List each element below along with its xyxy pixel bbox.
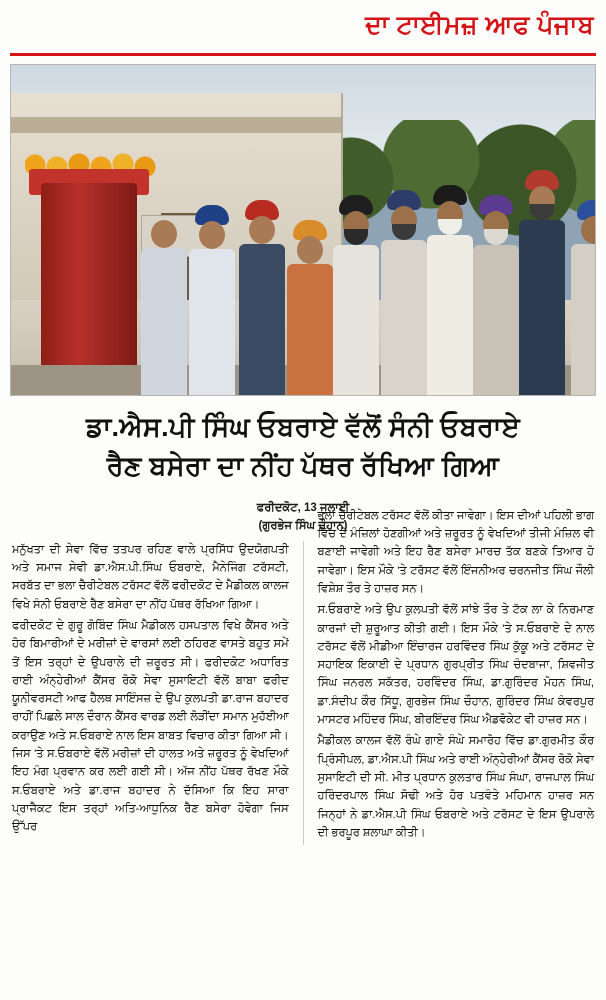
article-column-right [318, 507, 595, 845]
headline [12, 408, 594, 486]
article-body [12, 509, 594, 845]
news-photo [10, 64, 596, 396]
photo-person [427, 185, 473, 395]
photo-person [571, 200, 596, 395]
masthead-divider [10, 53, 596, 56]
headline-line-1: ਡਾ.ਐਸ.ਪੀ ਸਿੰਘ ਓਬਰਾਏ ਵੱਲੋਂ ਸੰਨੀ ਓਬਰਾਏ [85, 412, 521, 442]
paragraph: ਫਰੀਦਕੋਟ ਦੇ ਗੁਰੂ ਗੋਬਿੰਦ ਸਿੰਘ ਮੈਡੀਕਲ ਹਸਪਤਾਲ ਵਿਖੇ ਕੈਂਸਰ ਅਤੇ ਹੋਰ ਬਿਮਾਰੀਆਂ ਦੇ ਮਰੀਜ਼ਾਂ ਦੇ ਵਾਰਸਾਂ ਲਈ ਠਹਿਰਣ ਵਾਸਤੇ ਬਹੁਤ ਸਮੇਂ ਤੋਂ ਇਸ ਤਰ੍ਹਾਂ ਦੇ ਉਪਰਾਲੇ ਦੀ ਜ਼ਰੂਰਤ ਸੀ। ਫਰੀਦਕੋਟ ਅਧਾਰਿਤ ਰਾਈ ਅੰਨ੍ਹੇਰੀਆਂ ਕੈਂਸਰ ਰੋਕੋ ਸੇਵਾ ਸੁਸਾਇਟੀ ਵੱਲੋਂ ਬਾਬਾ ਫਰੀਦ ਯੂਨੀਵਰਸਟੀ ਆਫ ਹੈਲਥ ਸਾਇੰਸਜ਼ ਦੇ ਉਪ ਕੁਲਪਤੀ ਡਾ.ਰਾਜ ਬਹਾਦਰ ਰਾਹੀਂ ਪਿਛਲੇ ਸਾਲ ਦੌਰਾਨ ਕੈਂਸਰ ਵਾਰਡ ਲਈ ਲੋੜੀਂਦਾ ਸਮਾਨ ਮੁਹੱਈਆ ਕਰਾਉਣ ਅਤੇ ਸ.ਓਬਰਾਏ ਨਾਲ ਇਸ ਬਾਬਤ ਵਿਚਾਰ ਕੀਤਾ ਗਿਆ ਸੀ। ਜਿਸ 'ਤੇ ਸ.ਓਬਰਾਏ ਵੱਲੋਂ ਮਰੀਜ਼ਾਂ ਦੀ ਹਾਲਤ ਅਤੇ ਜ਼ਰੂਰਤ ਨੂੰ ਵੇਖਦਿਆਂ ਇਹ ਮੰਗ ਪ੍ਰਵਾਨ ਕਰ ਲਈ ਗਈ ਸੀ। ਅੱਜ ਨੀਂਹ ਪੱਥਰ ਰੱਖਣ ਮੌਕੇ ਸ.ਓਬਰਾਏ ਅਤੇ ਡਾ.ਰਾਜ ਬਹਾਦਰ ਨੇ ਦੱਸਿਆ ਕਿ ਇਹ ਸਾਰਾ ਪ੍ਰਾਜੈਕਟ ਇਸ ਤਰ੍ਹਾਂ ਅਤਿ-ਆਧੁਨਿਕ ਰੈਣ ਬਸੇਰਾ ਹੋਵੇਗਾ ਜਿਸ ਉੱਪਰ [12, 619, 289, 834]
masthead-title: ਦਾ ਟਾਈਮਜ਼ ਆਫ ਪੰਜਾਬ [365, 10, 594, 39]
paragraph: ਭਲਾ ਚੈਰੀਟੇਬਲ ਟਰੱਸਟ ਵੱਲੋਂ ਕੀਤਾ ਜਾਵੇਗਾ। ਇਸ ਦੀਆਂ ਪਹਿਲੀ ਭਾਗ ਵਿੱਚ ਦੋ ਮੰਜ਼ਿਲਾਂ ਹੋਣਗੀਆਂ ਅਤੇ ਜ਼ਰੂਰਤ ਨੂੰ ਵੇਖਦਿਆਂ ਤੀਜੀ ਮੰਜ਼ਿਲ ਵੀ ਬਣਾਈ ਜਾਵੇਗੀ ਅਤੇ ਇਹ ਰੈਣ ਬਸੇਰਾ ਮਾਰਚ ਤੱਕ ਬਣਕੇ ਤਿਆਰ ਹੋ ਜਾਵੇਗਾ। ਇਸ ਮੌਕੇ 'ਤੇ ਟਰੱਸਟ ਵੱਲੋਂ ਇੰਜਨੀਅਰ ਚਰਨਜੀਤ ਸਿੰਘ ਜੌਲੀ ਵਿਸ਼ੇਸ਼ ਤੌਰ ਤੇ ਹਾਜ਼ਰ ਸਨ। [317, 509, 594, 595]
photo-person [333, 195, 379, 395]
masthead [0, 0, 606, 50]
foundation-stone-curtain [41, 183, 137, 388]
byline-location: ਫਰੀਦਕੋਟ, 13 ਜੁਲਾਈ [256, 502, 350, 515]
byline-author: (ਗੁਰਭੇਜ ਸਿੰਘ ਚੌਹਾਨ) [258, 519, 348, 532]
photo-building-roof [11, 117, 341, 133]
photo-person-main [519, 170, 565, 395]
photo-person [473, 195, 519, 395]
photo-person [141, 220, 187, 395]
article-column-left [12, 541, 289, 840]
headline-line-2: ਰੈਣ ਬਸੇਰਾ ਦਾ ਨੀਂਹ ਪੱਥਰ ਰੱਖਿਆ ਗਿਆ [106, 451, 500, 482]
paragraph: ਮਨੁੱਖਤਾ ਦੀ ਸੇਵਾ ਵਿੱਚ ਤਤਪਰ ਰਹਿਣ ਵਾਲੇ ਪ੍ਰਸਿੱਧ ਉਦਯੋਗਪਤੀ ਅਤੇ ਸਮਾਜ ਸੇਵੀ ਡਾ.ਐਸ.ਪੀ.ਸਿੰਘ ਓਬਰਾਏ, ਮੈਨੇਜਿੰਗ ਟਰੱਸਟੀ, ਸਰਬੱਤ ਦਾ ਭਲਾ ਚੈਰੀਟੇਬਲ ਟਰੱਸਟ ਵੱਲੋਂ ਫਰੀਦਕੋਟ ਦੇ ਮੈਡੀਕਲ ਕਾਲਜ ਵਿਖੇ ਸੰਨੀ ਓਬਰਾਏ ਰੈਣ ਬਸੇਰਾ ਦਾ ਨੀਂਹ ਪੱਥਰ ਰੱਖਿਆ ਗਿਆ। [12, 543, 289, 611]
photo-person [189, 205, 235, 395]
photo-person [239, 200, 285, 395]
paragraph: ਮੈਡੀਕਲ ਕਾਲਜ ਵੱਲੋਂ ਰੰਘੇ ਗਾਏ ਸੰਘੇ ਸਮਾਰੋਹ ਵਿੱਚ ਡਾ.ਗੁਰਮੀਤ ਕੌਰ ਪ੍ਰਿੰਸੀਪਲ, ਡਾ.ਐਸ.ਪੀ ਸਿੰਘ ਅਤੇ ਰਾਈ ਅੰਨ੍ਹੇਰੀਆਂ ਕੈਂਸਰ ਰੋਕੋ ਸੇਵਾ ਸੁਸਾਇਟੀ ਦੀ ਸੀ. ਮੀਤ ਪ੍ਰਧਾਨ ਕੁਲਤਾਰ ਸਿੰਘ ਸੰਘਾ, ਰਾਜਪਾਲ ਸਿੰਘ ਹਰਿੰਦਰਪਾਲ ਸਿੰਘ ਸੋਢੀ ਅਤੇ ਹੋਰ ਪਤਵੰਤੇ ਮਹਿਮਾਨ ਹਾਜ਼ਰ ਸਨ ਜਿਨ੍ਹਾਂ ਨੇ ਡਾ.ਐਸ.ਪੀ ਸਿੰਘ ਓਬਰਾਏ ਅਤੇ ਟਰੱਸਟ ਦੇ ਇਸ ਉਪਰਾਲੇ ਦੀ ਭਰਪੂਰ ਸ਼ਲਾਘਾ ਕੀਤੀ। [317, 735, 594, 839]
photo-person [287, 220, 333, 395]
paragraph: ਸ.ਓਬਰਾਏ ਅਤੇ ਉਪ ਕੁਲਪਤੀ ਵੱਲੋਂ ਸਾਂਝੇ ਤੌਰ ਤੇ ਟੱਕ ਲਾ ਕੇ ਨਿਰਮਾਣ ਕਾਰਜਾਂ ਦੀ ਸ਼ੁਰੂਆਤ ਕੀਤੀ ਗਈ। ਇਸ ਮੌਕੇ 'ਤੇ ਸ.ਓਬਰਾਏ ਦੇ ਨਾਲ ਟਰੱਸਟ ਵੱਲੋਂ ਮੀਡੀਆ ਇੰਚਾਰਜ ਹਰਵਿੰਦਰ ਸਿੰਘ ਕੁੱਕੂ ਅਤੇ ਟਰੱਸਟ ਦੇ ਸਹਾਇਕ ਇਕਾਈ ਦੇ ਪ੍ਰਧਾਨ ਗੁਰਪ੍ਰੀਤ ਸਿੰਘ ਚੰਦਬਾਜਾ, ਸ਼ਿਵਜੀਤ ਸਿੰਘ ਜਨਰਲ ਸਕੱਤਰ, ਹਰਵਿੰਦਰ ਸਿੰਘ, ਡਾ.ਗੁਰਿੰਦਰ ਮੋਹਨ ਸਿੰਘ, ਡਾ.ਸੰਦੀਪ ਕੌਰ ਸਿੱਧੂ, ਗੁਰਭੇਜ ਸਿੰਘ ਚੌਹਾਨ, ਗੁਰਿੰਦਰ ਸਿੰਘ ਕੰਵਰਪੁਰ ਮਾਸਟਰ ਮਹਿੰਦਰ ਸਿੰਘ, ਬੀਰਇੰਦਰ ਸਿੰਘ ਐਡਵੋਕੇਟ ਵੀ ਹਾਜ਼ਰ ਸਨ। [317, 604, 594, 727]
photo-person [381, 190, 427, 395]
column-divider [303, 541, 304, 845]
